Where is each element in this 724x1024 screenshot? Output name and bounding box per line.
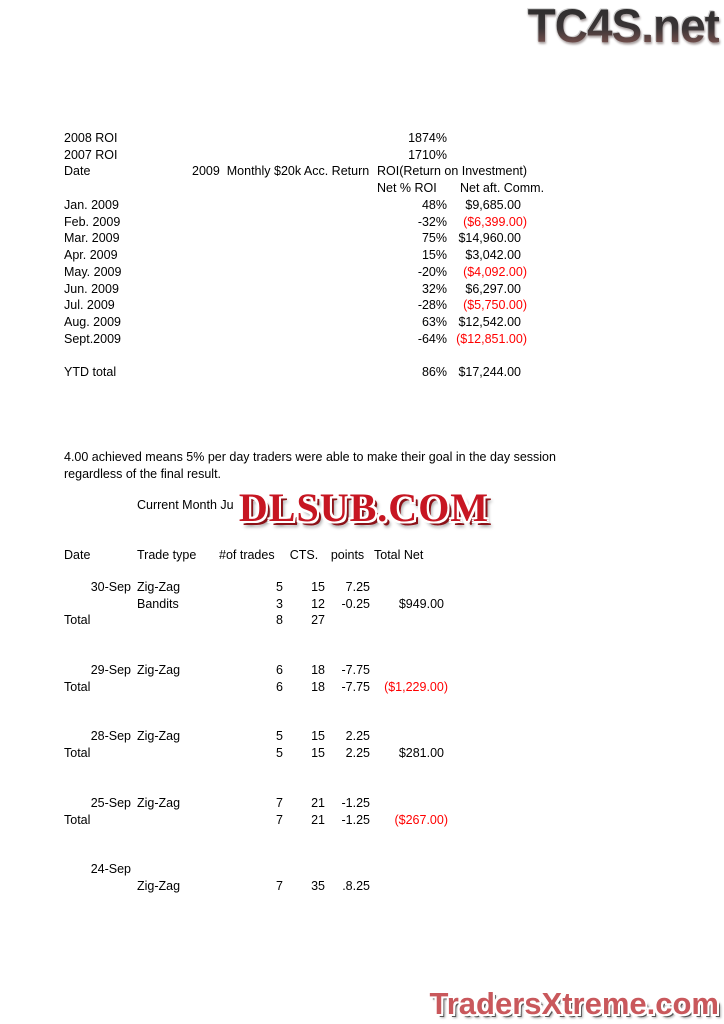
trade-group bbox=[64, 579, 524, 629]
net-cell: $281.00 bbox=[398, 746, 444, 761]
trade-row bbox=[64, 579, 524, 596]
points-cell: -1.25 bbox=[341, 812, 370, 827]
trade-row bbox=[64, 861, 524, 878]
year-label: 2008 ROI bbox=[64, 131, 118, 146]
cts-cell: 21 bbox=[311, 795, 325, 810]
trade-type-cell: Zig-Zag bbox=[137, 663, 181, 678]
points-cell: 2.25 bbox=[345, 746, 370, 761]
trade-row bbox=[64, 811, 524, 828]
ytd-total-row bbox=[64, 364, 544, 381]
roi-month-row bbox=[64, 330, 544, 347]
num-trades-column-header: #of trades bbox=[219, 548, 275, 563]
amount-cell: $6,297.00 bbox=[465, 281, 521, 296]
amount-cell: ($4,092.00) bbox=[463, 264, 527, 279]
points-cell: -7.75 bbox=[341, 663, 370, 678]
trade-row bbox=[64, 728, 524, 745]
amount-cell: $9,685.00 bbox=[465, 198, 521, 213]
date-cell: Total bbox=[64, 746, 91, 761]
note-line-2: regardless of the final result. bbox=[64, 466, 222, 481]
month-cell: Apr. 2009 bbox=[64, 248, 118, 263]
trade-group bbox=[64, 861, 524, 894]
roi-month-row bbox=[64, 314, 544, 331]
trade-row bbox=[64, 595, 524, 612]
net-aft-comm-header: Net aft. Comm. bbox=[460, 181, 545, 196]
trade-row bbox=[64, 662, 524, 679]
amount-cell: ($12,851.00) bbox=[456, 331, 527, 346]
num-trades-cell: 7 bbox=[276, 812, 283, 827]
pct-cell: 15% bbox=[421, 248, 447, 263]
points-cell: .8.25 bbox=[342, 878, 370, 893]
tradersxtreme-logo: TradersXtreme.com bbox=[429, 985, 719, 1021]
roi-header-row bbox=[64, 163, 544, 180]
date-cell: 28-Sep bbox=[90, 729, 131, 744]
num-trades-cell: 5 bbox=[276, 746, 283, 761]
date-cell: 30-Sep bbox=[90, 580, 131, 595]
cts-cell: 18 bbox=[311, 679, 325, 694]
num-trades-cell: 7 bbox=[276, 795, 283, 810]
roi-month-row bbox=[64, 230, 544, 247]
pct-cell: 63% bbox=[421, 314, 447, 329]
year-roi-value: 1710% bbox=[408, 148, 447, 163]
points-cell: 7.25 bbox=[345, 580, 370, 595]
cts-cell: 15 bbox=[311, 729, 325, 744]
roi-title-header: ROI(Return on Investment) bbox=[377, 164, 528, 179]
trade-group bbox=[64, 728, 524, 761]
roi-month-row bbox=[64, 297, 544, 314]
num-trades-cell: 6 bbox=[276, 679, 283, 694]
roi-month-row bbox=[64, 247, 544, 264]
pct-cell: -20% bbox=[417, 264, 447, 279]
num-trades-cell: 5 bbox=[276, 580, 283, 595]
cts-cell: 18 bbox=[311, 663, 325, 678]
roi-month-rows bbox=[64, 197, 544, 347]
cts-cell: 15 bbox=[311, 580, 325, 595]
trade-group bbox=[64, 662, 524, 695]
trade-type-cell: Zig-Zag bbox=[137, 580, 181, 595]
date-header: Date bbox=[64, 164, 91, 179]
net-cell: ($267.00) bbox=[394, 812, 448, 827]
pct-cell: 48% bbox=[421, 198, 447, 213]
amount-cell: $12,542.00 bbox=[458, 314, 521, 329]
dlsub-watermark: DLSUB.COM bbox=[238, 485, 490, 530]
amount-cell: $3,042.00 bbox=[465, 248, 521, 263]
num-trades-cell: 3 bbox=[276, 596, 283, 611]
trade-row bbox=[64, 612, 524, 629]
month-cell: Sept.2009 bbox=[64, 331, 121, 346]
month-cell: Jun. 2009 bbox=[64, 281, 119, 296]
month-cell: Aug. 2009 bbox=[64, 314, 121, 329]
month-cell: Jan. 2009 bbox=[64, 198, 119, 213]
trade-groups bbox=[64, 579, 524, 895]
pct-cell: -64% bbox=[417, 331, 447, 346]
roi-month-row bbox=[64, 213, 544, 230]
num-trades-cell: 8 bbox=[276, 613, 283, 628]
cts-cell: 21 bbox=[311, 812, 325, 827]
ytd-pct: 86% bbox=[421, 364, 447, 379]
num-trades-cell: 6 bbox=[276, 663, 283, 678]
cts-cell: 27 bbox=[311, 613, 325, 628]
amount-cell: $14,960.00 bbox=[458, 231, 521, 246]
roi-subheader-row bbox=[64, 180, 544, 197]
cts-cell: 12 bbox=[311, 596, 325, 611]
trade-type-cell: Zig-Zag bbox=[137, 795, 181, 810]
net-cell: ($1,229.00) bbox=[384, 679, 448, 694]
net-cell: $949.00 bbox=[398, 596, 444, 611]
trade-type-cell: Bandits bbox=[137, 596, 179, 611]
month-cell: Mar. 2009 bbox=[64, 231, 120, 246]
note-line-1: 4.00 achieved means 5% per day traders were able to make their goal in the day session bbox=[64, 450, 556, 464]
amount-cell: ($5,750.00) bbox=[463, 298, 527, 313]
roi-month-row bbox=[64, 280, 544, 297]
pct-cell: -32% bbox=[417, 214, 447, 229]
roi-month-row bbox=[64, 197, 544, 214]
num-trades-cell: 7 bbox=[276, 878, 283, 893]
trade-group bbox=[64, 795, 524, 828]
trade-type-column-header: Trade type bbox=[137, 548, 197, 563]
month-cell: Jul. 2009 bbox=[64, 298, 115, 313]
roi-year-row-2007 bbox=[64, 147, 544, 164]
trade-row bbox=[64, 745, 524, 762]
trade-row bbox=[64, 678, 524, 695]
date-cell: Total bbox=[64, 679, 91, 694]
points-cell: 2.25 bbox=[345, 729, 370, 744]
roi-year-row-2008 bbox=[64, 130, 544, 147]
num-trades-cell: 5 bbox=[276, 729, 283, 744]
cts-column-header: CTS. bbox=[289, 548, 319, 563]
month-cell: May. 2009 bbox=[64, 264, 122, 279]
ytd-amount: $17,244.00 bbox=[458, 364, 521, 379]
pct-cell: -28% bbox=[417, 298, 447, 313]
current-month-label: Current Month Ju bbox=[137, 498, 234, 512]
trades-header-row bbox=[64, 547, 524, 564]
date-cell: 25-Sep bbox=[90, 795, 131, 810]
trade-row bbox=[64, 878, 524, 895]
date-cell: Total bbox=[64, 613, 91, 628]
year-label: 2007 ROI bbox=[64, 148, 118, 163]
account-return-header: 2009 Monthly $20k Acc. Return bbox=[192, 164, 370, 179]
roi-summary-table bbox=[64, 130, 544, 380]
year-roi-value: 1874% bbox=[408, 131, 447, 146]
cts-cell: 15 bbox=[311, 746, 325, 761]
date-column-header: Date bbox=[64, 548, 91, 563]
amount-cell: ($6,399.00) bbox=[463, 214, 527, 229]
total-net-column-header: Total Net bbox=[374, 548, 424, 563]
date-cell: 29-Sep bbox=[90, 663, 131, 678]
pct-cell: 32% bbox=[421, 281, 447, 296]
net-pct-header: Net % ROI bbox=[377, 181, 437, 196]
cts-cell: 35 bbox=[311, 878, 325, 893]
points-cell: -1.25 bbox=[341, 795, 370, 810]
trades-table bbox=[64, 547, 524, 894]
trade-type-cell: Zig-Zag bbox=[137, 878, 181, 893]
date-cell: Total bbox=[64, 812, 91, 827]
trade-type-cell: Zig-Zag bbox=[137, 729, 181, 744]
ytd-label: YTD total bbox=[64, 364, 117, 379]
points-cell: -0.25 bbox=[341, 596, 370, 611]
month-cell: Feb. 2009 bbox=[64, 214, 121, 229]
trade-row bbox=[64, 795, 524, 812]
pct-cell: 75% bbox=[421, 231, 447, 246]
points-column-header: points bbox=[330, 548, 365, 563]
roi-month-row bbox=[64, 264, 544, 281]
points-cell: -7.75 bbox=[341, 679, 370, 694]
tc4s-logo: TC4S.net bbox=[527, 0, 719, 53]
date-cell: 24-Sep bbox=[90, 862, 131, 877]
note-text bbox=[64, 449, 624, 482]
